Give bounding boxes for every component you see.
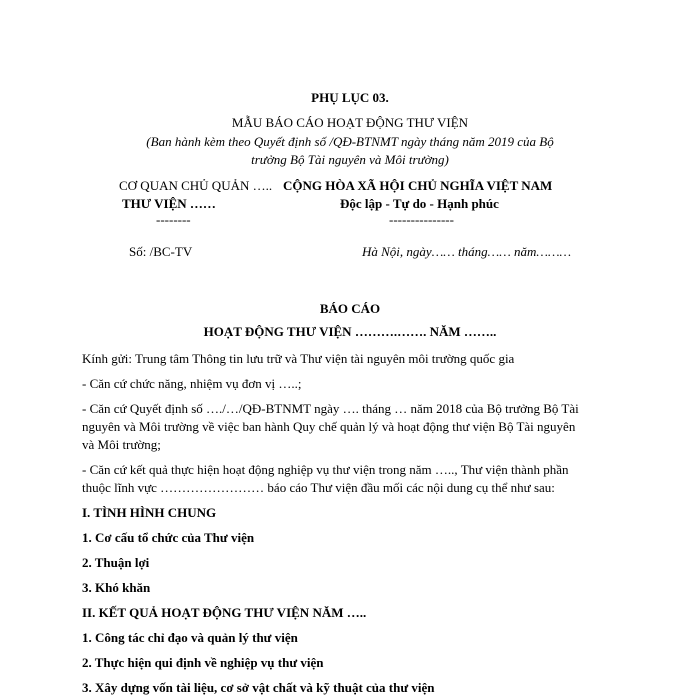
section-1-2: 2. Thuận lợi [82, 555, 150, 570]
left-divider: -------- [156, 212, 191, 227]
section-1-1: 1. Cơ cấu tổ chức của Thư viện [82, 530, 255, 545]
national-motto: Độc lập - Tự do - Hạnh phúc [340, 196, 499, 211]
basis-2-line3: và Môi trường; [82, 437, 161, 452]
basis-2-line1: - Căn cứ Quyết định số …./…/QĐ-BTNMT ngày …. tháng … năm 2018 của Bộ trưởng Bộ Tài [82, 401, 579, 416]
place-date: Hà Nội, ngày…… tháng…… năm……… [362, 244, 572, 259]
governing-agency: CƠ QUAN CHỦ QUẢN ….. [119, 178, 273, 193]
form-title: MẪU BÁO CÁO HOẠT ĐỘNG THƯ VIỆN [231, 115, 469, 130]
basis-1: - Căn cứ chức năng, nhiệm vụ đơn vị …..; [82, 376, 302, 391]
basis-3-line2: thuộc lĩnh vực …………………… báo cáo Thư viện đầu mối các nội dung cụ thể như sau: [82, 480, 555, 495]
document-number: Số: /BC-TV [129, 244, 193, 259]
section-2-2: 2. Thực hiện qui định về nghiệp vụ thư viện [82, 655, 324, 670]
section-2-1: 1. Công tác chỉ đạo và quản lý thư viện [82, 630, 298, 645]
report-subtitle: HOẠT ĐỘNG THƯ VIỆN ……….……. NĂM …….. [203, 324, 497, 339]
national-title: CỘNG HÒA XÃ HỘI CHỦ NGHĨA VIỆT NAM [283, 178, 553, 193]
section-1-3: 3. Khó khăn [82, 580, 151, 595]
appendix-label: PHỤ LỤC 03. [311, 90, 389, 105]
section-results: II. KẾT QUẢ HOẠT ĐỘNG THƯ VIỆN NĂM ….. [82, 605, 367, 620]
recipient-line: Kính gửi: Trung tâm Thông tin lưu trữ và Thư viện tài nguyên môi trường quốc gia [82, 351, 515, 366]
basis-3-line1: - Căn cứ kết quả thực hiện hoạt động nghiệp vụ thư viện trong năm ….., Thư viện thành phần [82, 462, 569, 477]
right-divider: --------------- [389, 212, 454, 227]
library-name: THƯ VIỆN …… [122, 196, 216, 211]
section-general: I. TÌNH HÌNH CHUNG [82, 505, 217, 520]
basis-2-line2: nguyên và Môi trường về việc ban hành Quy chế quản lý và hoạt động thư viện Bộ Tài nguyên [82, 419, 576, 434]
report-title: BÁO CÁO [319, 301, 381, 316]
section-2-3: 3. Xây dựng vốn tài liệu, cơ sở vật chất và kỹ thuật của thư viện [82, 680, 435, 695]
issued-note-line1: (Ban hành kèm theo Quyết định số /QĐ-BTNMT ngày tháng năm 2019 của Bộ [146, 134, 554, 149]
issued-note-line2: trưởng Bộ Tài nguyên và Môi trường) [251, 152, 449, 167]
